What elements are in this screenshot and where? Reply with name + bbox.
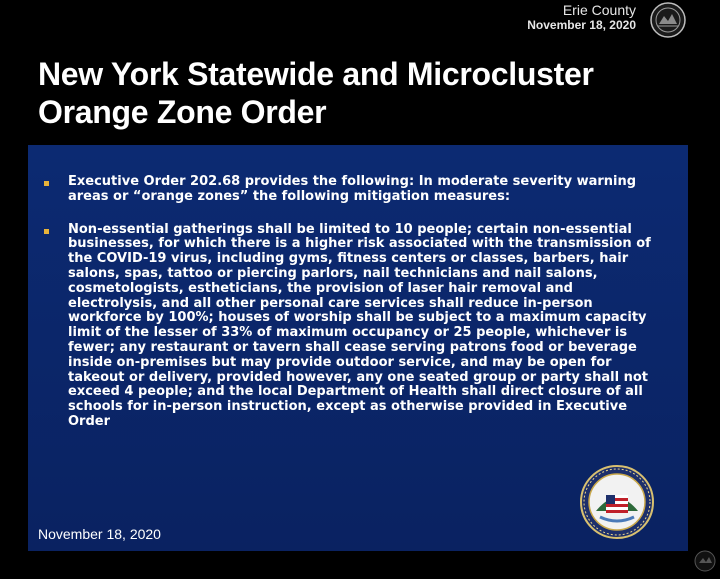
bullet-text: Non-essential gatherings shall be limited to 10 people; certain non-essential businesses, for which there is a higher risk associated with the transmission of the COVID-19 virus, including gyms, fitness centers or classes, barbers, hair salons, spas, tattoo or piercing parlors, nail technicians and nail salons, cosmetologists, estheticians, the provision of laser hair removal and electrolysis, and all other personal care services shall reduce in-person workforce by 100%; houses of worship shall be subject to a maximum capacity limit of the lesser of 33% of maximum occupancy or 25 people, whichever is fewer; any restaurant or tavern shall cease serving patrons food or beverage inside on-premises but may provide outdoor service, and may be open for takeout or delivery, provided however, any one seated group or party shall not exceed 4 people; and the local Department of Health shall direct closure of all schools for in-person instruction, except as otherwise provided in Executive Order xyxy=(68,221,651,429)
footer-date: November 18, 2020 xyxy=(38,526,161,542)
list-item xyxy=(40,175,660,205)
list-item xyxy=(40,223,660,430)
bullet-marker xyxy=(44,181,49,186)
org-block xyxy=(527,2,636,32)
org-date: November 18, 2020 xyxy=(527,18,636,32)
seal-watermark-icon xyxy=(694,550,716,572)
county-seal-icon xyxy=(650,2,686,38)
state-seal-icon xyxy=(580,465,654,539)
bullet-text: Executive Order 202.68 provides the following: In moderate severity warning areas or “orange zones” the following mitigation measures: xyxy=(68,174,637,204)
bullet-marker xyxy=(44,229,49,234)
org-name: Erie County xyxy=(562,2,636,18)
slide-header xyxy=(0,0,720,145)
bullet-list xyxy=(40,175,660,448)
slide-title: New York Statewide and Microcluster Orange Zone Order xyxy=(38,56,594,130)
